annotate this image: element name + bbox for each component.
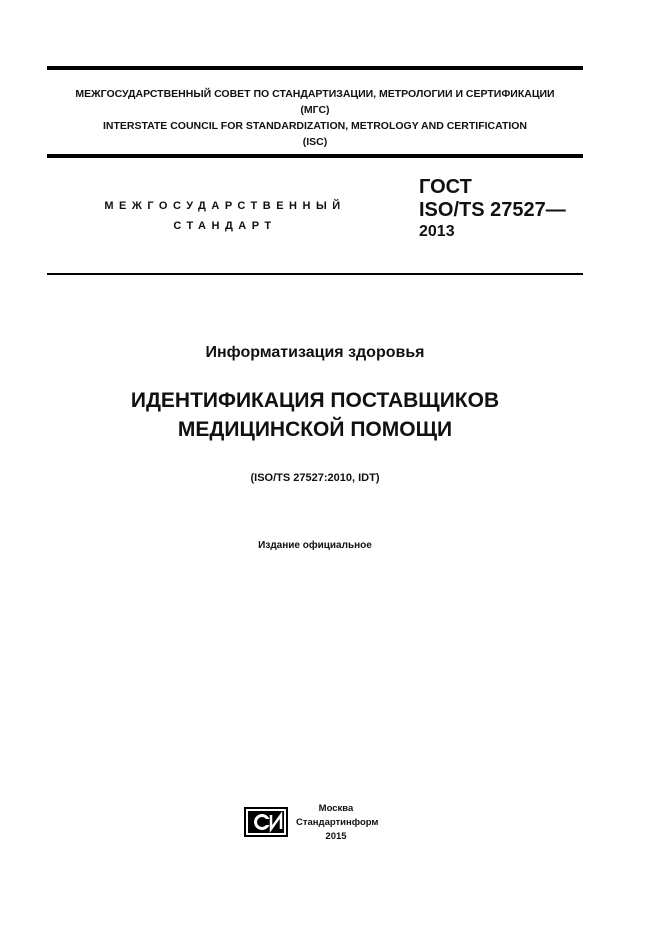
- gost-label: ГОСТ: [419, 176, 472, 198]
- top-rule: [47, 66, 583, 70]
- designation-rule: [47, 273, 583, 275]
- document-title-line1: ИДЕНТИФИКАЦИЯ ПОСТАВЩИКОВ: [130, 389, 500, 412]
- publisher-city: Москва: [318, 803, 354, 814]
- standard-type-line2: СТАНДАРТ: [173, 220, 277, 232]
- publisher-block: [296, 802, 379, 844]
- standard-number: ISO/TS 27527—: [419, 199, 566, 221]
- document-title-line2: МЕДИЦИНСКОЙ ПОМОЩИ: [177, 418, 453, 441]
- document-subtitle: Информатизация здоровья: [205, 344, 425, 361]
- standard-type-line1: МЕЖГОСУДАРСТВЕННЫЙ: [104, 200, 346, 212]
- edition-label: Издание официальное: [258, 540, 372, 551]
- standard-year: 2013: [419, 223, 455, 240]
- council-header: [47, 86, 583, 150]
- standard-type-label: [90, 196, 360, 236]
- publisher-year: 2015: [325, 831, 347, 842]
- gost-designation: [419, 176, 566, 242]
- iso-reference: (ISO/TS 27527:2010, IDT): [250, 472, 380, 484]
- council-name-en: INTERSTATE COUNCIL FOR STANDARDIZATION, METROLOGY AND CERTIFICATION: [102, 120, 528, 132]
- council-abbr-ru: (МГС): [300, 104, 330, 116]
- council-abbr-en: (ISC): [302, 136, 328, 148]
- header-rule: [47, 154, 583, 158]
- standartinform-logo-icon: [244, 807, 288, 837]
- council-name-ru: МЕЖГОСУДАРСТВЕННЫЙ СОВЕТ ПО СТАНДАРТИЗАЦИИ, МЕТРОЛОГИИ И СЕРТИФИКАЦИИ: [75, 88, 555, 100]
- document-title: [47, 386, 583, 444]
- publisher-name: Стандартинформ: [296, 817, 379, 828]
